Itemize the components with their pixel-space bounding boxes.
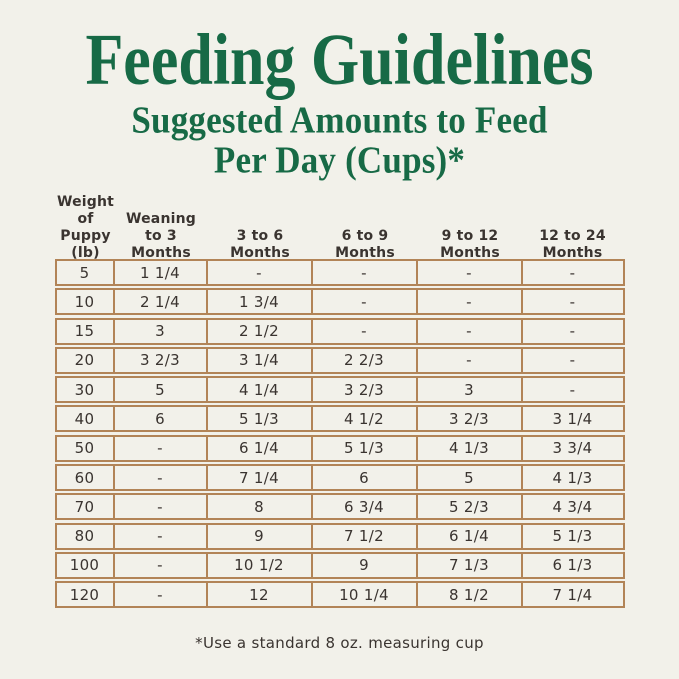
- amount-cell: 12: [208, 583, 313, 606]
- amount-cell: 4 1/4: [208, 378, 313, 401]
- amount-cell: -: [115, 495, 208, 518]
- amount-cell: 6: [115, 407, 208, 430]
- amount-cell: -: [313, 320, 418, 343]
- table-row: [55, 435, 625, 462]
- weight-cell: 40: [57, 407, 115, 430]
- amount-cell: 3 2/3: [115, 349, 208, 372]
- column-header: 3 to 6 Months: [230, 228, 290, 261]
- table-row: [55, 347, 625, 374]
- feeding-table: [55, 194, 625, 608]
- page-subtitle: [0, 100, 679, 180]
- amount-cell: -: [115, 437, 208, 460]
- table-row: [55, 523, 625, 550]
- amount-cell: -: [418, 320, 523, 343]
- amount-cell: -: [569, 351, 576, 370]
- amount-cell: -: [418, 349, 523, 372]
- amount-cell: -: [418, 261, 523, 284]
- amount-cell: -: [115, 554, 208, 577]
- amount-cell: -: [569, 322, 576, 341]
- amount-cell: 3 2/3: [313, 378, 418, 401]
- amount-cell: 5: [418, 466, 523, 489]
- subtitle-line-2: Per Day (Cups)*: [213, 138, 466, 181]
- weight-cell: 70: [57, 495, 115, 518]
- amount-cell: 3 2/3: [418, 407, 523, 430]
- weight-cell: 5: [57, 261, 115, 284]
- table-row: [55, 259, 625, 286]
- amount-cell: 5 1/3: [552, 527, 593, 546]
- amount-cell: 9: [313, 554, 418, 577]
- column-header: 9 to 12 Months: [440, 228, 500, 261]
- amount-cell: -: [569, 263, 576, 282]
- amount-cell: 7 1/2: [313, 525, 418, 548]
- weight-cell: 10: [57, 290, 115, 313]
- amount-cell: 4 1/3: [552, 468, 593, 487]
- amount-cell: 8 1/2: [418, 583, 523, 606]
- amount-cell: -: [115, 466, 208, 489]
- amount-cell: 3 3/4: [552, 439, 593, 458]
- footnote: *Use a standard 8 oz. measuring cup: [195, 634, 484, 653]
- amount-cell: 4 1/3: [418, 437, 523, 460]
- weight-cell: 80: [57, 525, 115, 548]
- amount-cell: 6 3/4: [313, 495, 418, 518]
- amount-cell: 5 1/3: [208, 407, 313, 430]
- amount-cell: 7 1/3: [418, 554, 523, 577]
- amount-cell: 2 1/2: [208, 320, 313, 343]
- amount-cell: -: [208, 261, 313, 284]
- table-row: [55, 405, 625, 432]
- amount-cell: 10 1/2: [208, 554, 313, 577]
- amount-cell: 5: [115, 378, 208, 401]
- weight-cell: 15: [57, 320, 115, 343]
- amount-cell: 10 1/4: [313, 583, 418, 606]
- weight-cell: 30: [57, 378, 115, 401]
- table-row: [55, 318, 625, 345]
- amount-cell: 2 1/4: [115, 290, 208, 313]
- amount-cell: -: [418, 290, 523, 313]
- amount-cell: -: [115, 583, 208, 606]
- table-row: [55, 288, 625, 315]
- amount-cell: 6: [313, 466, 418, 489]
- amount-cell: -: [313, 290, 418, 313]
- table-row: [55, 464, 625, 491]
- amount-cell: 5 2/3: [418, 495, 523, 518]
- amount-cell: 5 1/3: [313, 437, 418, 460]
- amount-cell: 8: [208, 495, 313, 518]
- amount-cell: 4 3/4: [552, 497, 593, 516]
- table-body: [55, 259, 625, 608]
- amount-cell: -: [569, 380, 576, 399]
- subtitle-line-1: Suggested Amounts to Feed: [131, 98, 548, 142]
- weight-cell: 50: [57, 437, 115, 460]
- weight-cell: 20: [57, 349, 115, 372]
- weight-cell: 120: [57, 583, 115, 606]
- amount-cell: 7 1/4: [208, 466, 313, 489]
- table-row: [55, 552, 625, 579]
- column-header: 12 to 24 Months: [539, 228, 606, 261]
- amount-cell: 3: [418, 378, 523, 401]
- amount-cell: 9: [208, 525, 313, 548]
- amount-cell: 1 1/4: [115, 261, 208, 284]
- table-header-row: [55, 194, 625, 261]
- table-row: [55, 376, 625, 403]
- amount-cell: 7 1/4: [552, 585, 593, 604]
- amount-cell: 2 2/3: [313, 349, 418, 372]
- column-header: Weight of Puppy (lb): [56, 194, 115, 261]
- amount-cell: 6 1/4: [418, 525, 523, 548]
- amount-cell: 3 1/4: [552, 409, 593, 428]
- amount-cell: 3: [115, 320, 208, 343]
- amount-cell: 6 1/3: [552, 556, 593, 575]
- amount-cell: 1 3/4: [208, 290, 313, 313]
- amount-cell: 4 1/2: [313, 407, 418, 430]
- column-header: Weaning to 3 Months: [125, 211, 197, 261]
- page-title: Feeding Guidelines: [85, 20, 594, 101]
- amount-cell: 6 1/4: [208, 437, 313, 460]
- weight-cell: 60: [57, 466, 115, 489]
- column-header: 6 to 9 Months: [335, 228, 395, 261]
- amount-cell: -: [313, 261, 418, 284]
- table-row: [55, 581, 625, 608]
- amount-cell: 3 1/4: [208, 349, 313, 372]
- table-row: [55, 493, 625, 520]
- amount-cell: -: [115, 525, 208, 548]
- amount-cell: -: [569, 292, 576, 311]
- weight-cell: 100: [57, 554, 115, 577]
